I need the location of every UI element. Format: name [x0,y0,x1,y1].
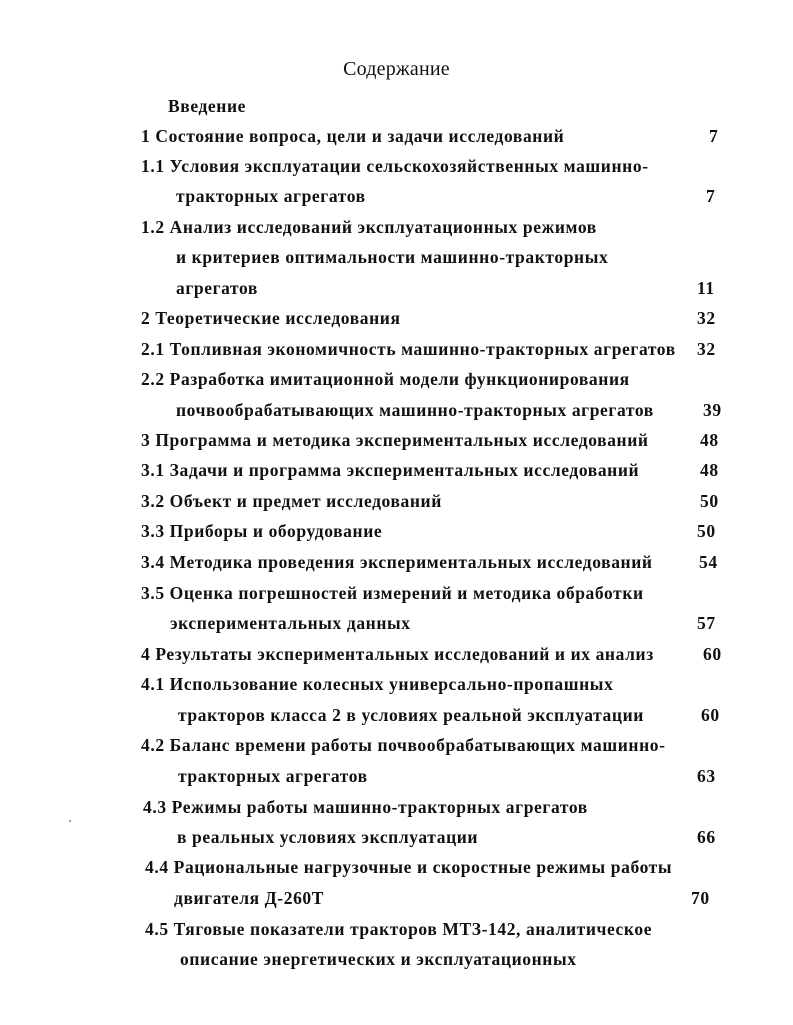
toc-line: 3.3 Приборы и оборудование [141,521,383,541]
toc-line: 1.1 Условия эксплуатации сельскохозяйственных машинно- [141,156,649,176]
toc-line: 2 Теоретические исследования [141,308,401,328]
toc-line: 3.1 Задачи и программа экспериментальных исследований [141,460,640,480]
toc-line: в реальных условиях эксплуатации [177,827,479,847]
toc-line: 2.2 Разработка имитационной модели функционирования [141,369,630,389]
toc-page-number: 48 [700,460,719,480]
toc-page-number: 63 [697,766,716,786]
toc-line: 3.2 Объект и предмет исследований [141,491,442,511]
toc-page-number: 7 [709,126,719,146]
toc-line: 3.5 Оценка погрешностей измерений и методика обработки [141,583,644,603]
toc-line: 1.2 Анализ исследований эксплуатационных режимов [141,217,597,237]
toc-page-number: 70 [691,888,710,908]
toc-page-number: 54 [699,552,718,572]
toc-page-number: 60 [703,644,722,664]
toc-line: и критериев оптимальности машинно-тракторных [176,247,609,267]
page-title: Содержание [343,58,450,80]
toc-line: агрегатов [176,278,258,298]
toc-page-number: 60 [701,705,720,725]
toc-page-number: 32 [697,308,716,328]
toc-line: 3.4 Методика проведения экспериментальных исследований [141,552,653,572]
toc-line: 1 Состояние вопроса, цели и задачи исследований [141,126,565,146]
toc-page-number: 39 [703,400,722,420]
toc-page-number: 32 [697,339,716,359]
toc-page-number: 50 [697,521,716,541]
toc-line: экспериментальных данных [170,613,411,633]
toc-page-number: 50 [700,491,719,511]
toc-line: 4.1 Использование колесных универсально-пропашных [141,674,614,694]
toc-page-number: 7 [706,186,716,206]
toc-line: 2.1 Топливная экономичность машинно-тракторных агрегатов [141,339,676,359]
toc-page-number: 11 [697,278,715,298]
toc-line: 4.5 Тяговые показатели тракторов МТЗ-142, аналитическое [145,919,653,939]
toc-page-number: 48 [700,430,719,450]
scan-speck [69,820,71,822]
toc-line: 4.3 Режимы работы машинно-тракторных агрегатов [143,797,588,817]
toc-page-number: 57 [697,613,716,633]
toc-line: 3 Программа и методика экспериментальных исследований [141,430,649,450]
toc-line: двигателя Д-260Т [174,888,325,908]
toc-intro: Введение [168,96,247,116]
toc-line: тракторов класса 2 в условиях реальной эксплуатации [178,705,644,725]
toc-line: описание энергетических и эксплуатационных [180,949,577,969]
toc-line: тракторных агрегатов [176,186,366,206]
toc-line: 4 Результаты экспериментальных исследований и их анализ [141,644,654,664]
toc-line: 4.4 Рациональные нагрузочные и скоростные режимы работы [145,857,673,877]
toc-line: почвообрабатывающих машинно-тракторных агрегатов [176,400,654,420]
toc-line: тракторных агрегатов [178,766,368,786]
toc-page-number: 66 [697,827,716,847]
toc-line: 4.2 Баланс времени работы почвообрабатывающих машинно- [141,735,666,755]
